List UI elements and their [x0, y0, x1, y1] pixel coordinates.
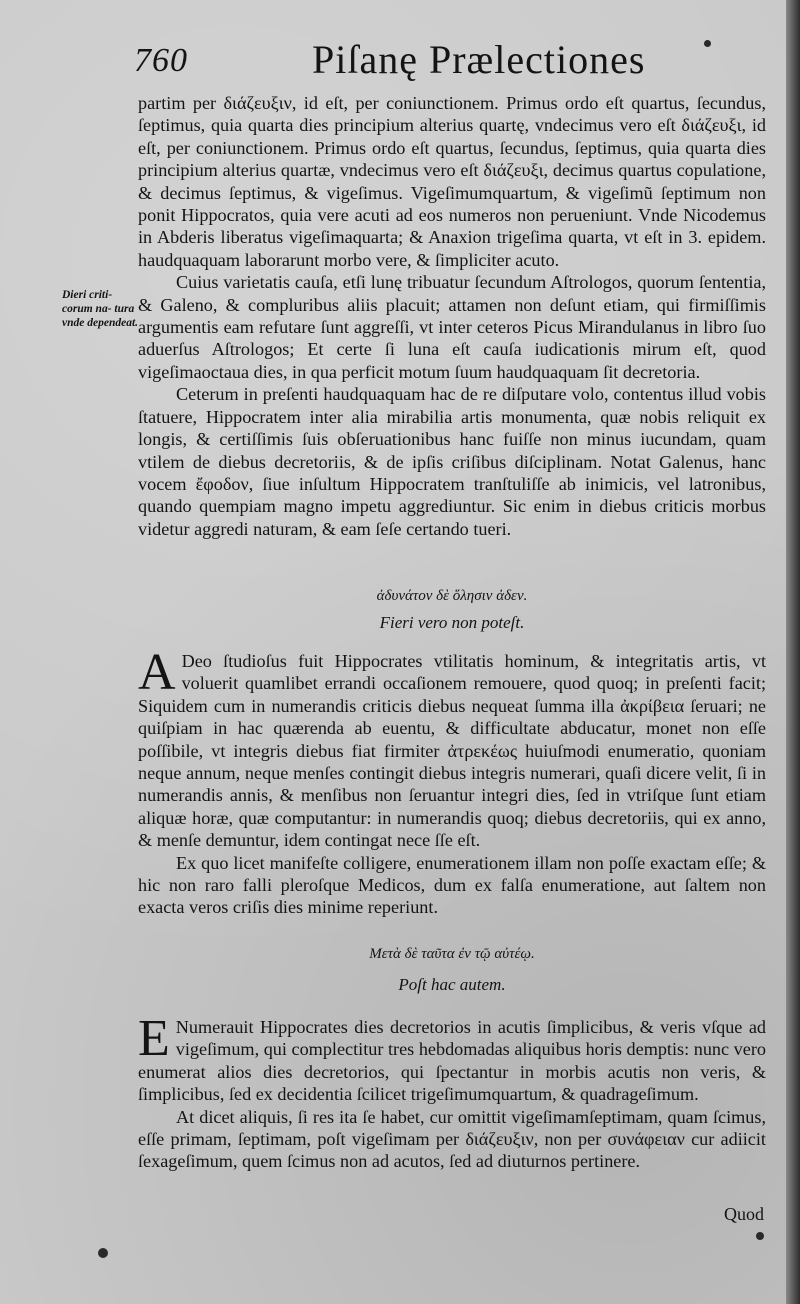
- paragraph-4-text: Deo ſtudioſus fuit Hippocrates vtilitatis hominum, & integritatis artis, vt voluerit quamlibet errandi occaſionem remouere, quod quoq; in preſenti facit; Siquidem cum in numerandis criticis diebus nequeat ſumma illa ἀκρίβεια ſeruari; ne quiſpiam in hac quærenda ab euentu, & difficultate abducatur, monet non eſſe poſſibile, vt integris diebus fiat firmiter ἀτρεκέως huiuſmodi enumeratio, quoniam neque annum, neque menſes contingit diebus integris numerari, quaſi dicere velit, ſi in numerandis annis, & menſibus non ſeruantur integri dies, ſed in vtriſque ſunt etiam aliquæ horæ, quæ computantur: in numerandis quoq; diebus decretoriis, qui ex anno, & menſe demuntur, idem contingat nece ſſe eſt.: [138, 651, 766, 851]
- running-title: Piſanę Prælectiones: [312, 37, 646, 82]
- paragraph-5: Ex quo licet manifeſte colligere, enumerationem illam non poſſe exactam eſſe; & hic non raro falli pleroſque Medicos, dum ex falſa enumeratione, aut ſaltem non exacta veros criſis dies minime reperiunt.: [138, 852, 766, 918]
- page-edge-shadow: [786, 0, 800, 1304]
- text-block-top: [138, 92, 766, 540]
- lemma-section-1: [138, 586, 766, 634]
- paragraph-1: partim per διάζευξιν, id eſt, per coniunctionem. Primus ordo eſt quartus, ſecundus, ſeptimus, quia quarta dies principium alterius quartę, vndecimus vero eſt διάζευξι, id eſt, per coniunctionem. Primus ordo eſt quartus, ſecundus, ſeptimus, quia quarta dies principium alterius quartæ, vndecimus vero eſt διάζευξι, decimus quartus copulatione, & decimus ſeptimus, & vigeſimus. Vigeſimumquartum, & vigeſimũ ſeptimum non ponit Hippocratos, quia vere acuti ad eos numeros non perueniunt. Vnde Nicodemus in Abderis liberatus vigeſimaquarta; & Anaxion trigeſima quarta, vt eſt in 3. epidem. haudquaquam laborarunt morbo vere, & ſimpliciter acuto.: [138, 93, 766, 270]
- drop-cap-e: E: [138, 1010, 170, 1067]
- paragraph-7: At dicet aliquis, ſi res ita ſe habet, cur omittit vigeſimamſeptimam, quam ſcimus, eſſe primam, ſeptimam, poſt vigeſimam per διάζευξιν, non per συνάφειαν cur adiicit ſexageſimum, quem ſcimus non ad acutos, ſed ad diuturnos pertinere.: [138, 1106, 766, 1172]
- paper-spot: [98, 1248, 108, 1258]
- latin-lemma-1: Fieri vero non poteſt.: [379, 613, 525, 632]
- page-header: [134, 34, 774, 86]
- greek-lemma-1: ἀδυνάτον δὲ ὅλησιν ἀδεν.: [376, 588, 528, 604]
- drop-cap-a: A: [138, 644, 176, 701]
- paragraph-2: Cuius varietatis cauſa, etſi lunę tribuatur ſecundum Aſtrologos, quorum ſententia, & Galeno, & compluribus aliis placuit; attamen non deſunt etiam, qui firmiſſimis argumentis eam refutare ſunt aggreſſi, vt inter ceteros Picus Mirandulanus in libro ſuo aduerſus Aſtrologos; Et certe ſi luna eſt cauſa iudicationis mirum eſt, quod vigeſimaoctaua dies, in qua perficit motum ſuum haudquaquam ſit decretoria.: [138, 272, 766, 382]
- margin-note: Dieri criti- corum na- tura vnde dependeat.: [62, 289, 139, 329]
- commentary-1: [138, 644, 766, 919]
- paper-spot: [756, 1232, 764, 1240]
- paragraph-4: [138, 644, 766, 852]
- catchword: Quod: [724, 1204, 764, 1224]
- latin-lemma-2: Poſt hac autem.: [398, 975, 506, 994]
- commentary-2: [138, 1010, 766, 1173]
- paragraph-6: [138, 1010, 766, 1106]
- lemma-section-2: [138, 944, 766, 996]
- greek-lemma-2: Μετὰ δὲ ταῦτα ἐν τῷ αὐτέῳ.: [369, 946, 535, 962]
- page-number: 760: [134, 42, 188, 79]
- paragraph-3: Ceterum in preſenti haudquaquam hac de re diſputare volo, contentus illud vobis ſtatuere, Hippocratem inter alia mirabilia artis monumenta, quæ nobis reliquit ex longis, & certiſſimis ſuis obſeruationibus hanc fuiſſe non minus iucundam, quam vtilem de diebus decretoriis, & de ipſis criſibus diſciplinam. Notat Galenus, hanc vocem ἔφοδον, ſiue inſultum Hippocratem tranſtuliſſe ab inimicis, vel latronibus, quando quempiam magno impetu aggrediuntur. Sic enim in diebus criticis morbus videtur aggredi naturam, & eam ſeſe certando tueri.: [138, 384, 766, 539]
- paragraph-6-text: Numerauit Hippocrates dies decretorios in acutis ſimplicibus, & veris vſque ad vigeſimum, qui complectitur tres hebdomadas aliquibus horis demptis: nunc vero enumerat alios dies decretorios, qui ſpectantur in morbis acutis non veris, & ſimplicibus, ſed ex decidentia ſcilicet trigeſimumquartum, & quadrageſimum.: [138, 1017, 766, 1105]
- paper-spot: [704, 40, 711, 47]
